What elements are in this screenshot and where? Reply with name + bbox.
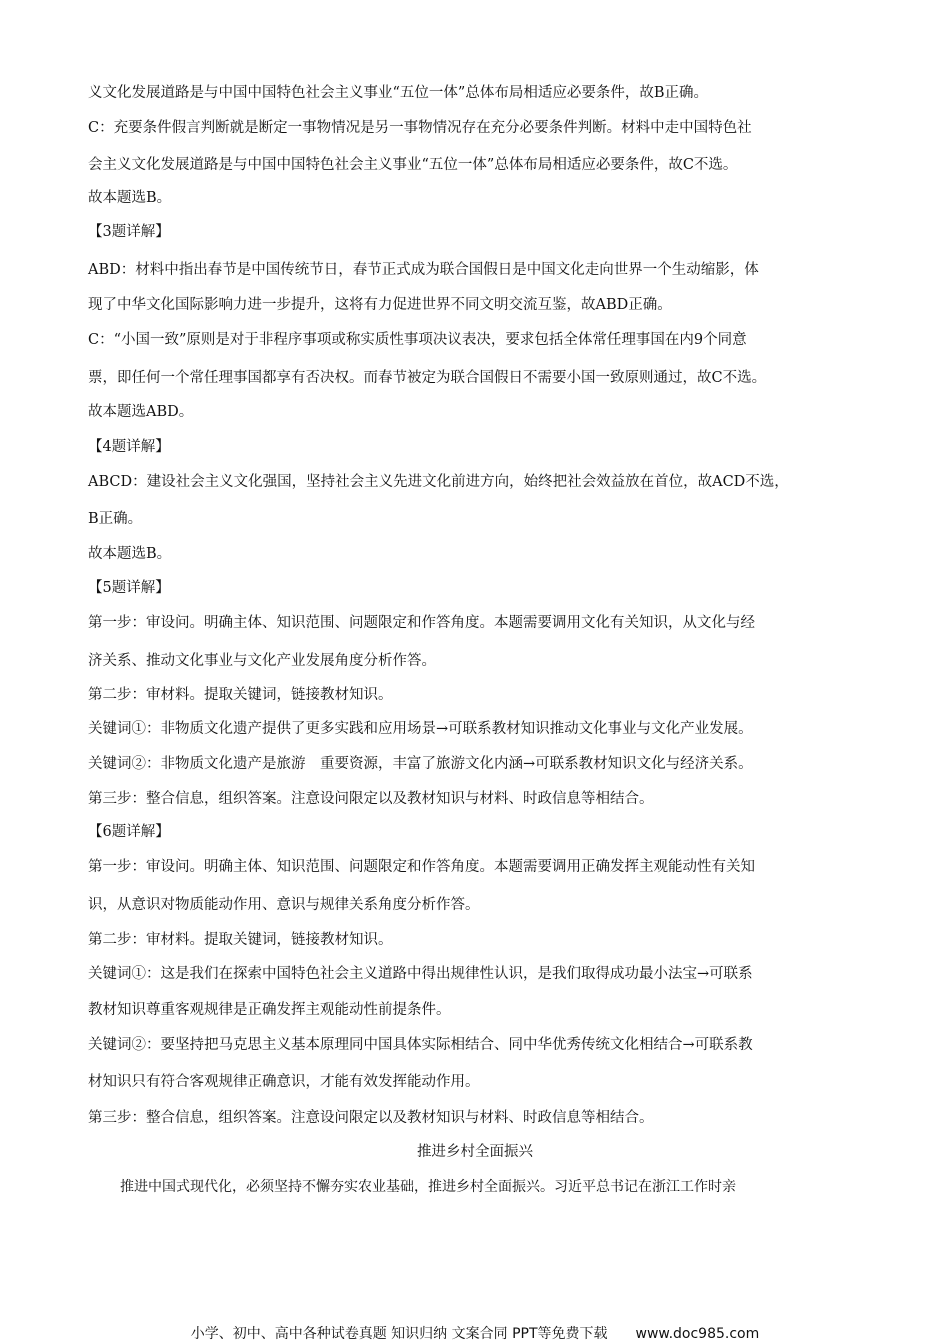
text-line: 故本题选B。 bbox=[88, 190, 172, 206]
text-line: B正确。 bbox=[88, 511, 143, 527]
section-heading: 【5题详解】 bbox=[88, 580, 170, 596]
text-line: 关键词②：要坚持把马克思主义基本原理同中国具体实际相结合、同中华优秀传统文化相结合→可联系教 bbox=[88, 1037, 753, 1053]
text-line: 济关系、推动文化事业与文化产业发展角度分析作答。 bbox=[88, 653, 436, 669]
text-line: 会主义文化发展道路是与中国中国特色社会主义事业“五位一体”总体布局相适应必要条件，故C不选。 bbox=[88, 157, 738, 173]
section-title: 推进乡村全面振兴 bbox=[417, 1144, 533, 1160]
text-line: 第三步：整合信息，组织答案。注意设问限定以及教材知识与材料、时政信息等相结合。 bbox=[88, 1110, 654, 1126]
text-line: ABD：材料中指出春节是中国传统节日，春节正式成为联合国假日是中国文化走向世界一个生动缩影，体 bbox=[88, 262, 759, 278]
intro-line: 推进中国式现代化，必须坚持不懈夯实农业基础，推进乡村全面振兴。习近平总书记在浙江工作时亲 bbox=[120, 1179, 736, 1195]
text-line: 票，即任何一个常任理事国都享有否决权。而春节被定为联合国假日不需要小国一致原则通过，故C不选。 bbox=[88, 370, 767, 386]
text-line: ABCD：建设社会主义文化强国，坚持社会主义先进文化前进方向，始终把社会效益放在首位，故ACD不选， bbox=[88, 474, 789, 490]
text-line: 关键词②：非物质文化遗产是旅游 重要资源，丰富了旅游文化内涵→可联系教材知识文化与经济关系。 bbox=[88, 756, 753, 772]
text-line: 义文化发展道路是与中国中国特色社会主义事业“五位一体”总体布局相适应必要条件，故B正确。 bbox=[88, 85, 708, 101]
text-line: C：“小国一致”原则是对于非程序事项或称实质性事项决议表决，要求包括全体常任理事国在内9个同意 bbox=[88, 332, 747, 348]
text-line: 故本题选ABD。 bbox=[88, 404, 194, 420]
text-line: 第一步：审设问。明确主体、知识范围、问题限定和作答角度。本题需要调用文化有关知识，从文化与经 bbox=[88, 615, 755, 631]
text-line: 第三步：整合信息，组织答案。注意设问限定以及教材知识与材料、时政信息等相结合。 bbox=[88, 791, 654, 807]
text-line: 第一步：审设问。明确主体、知识范围、问题限定和作答角度。本题需要调用正确发挥主观能动性有关知 bbox=[88, 859, 755, 875]
text-line: 第二步：审材料。提取关键词，链接教材知识。 bbox=[88, 687, 393, 703]
text-line: 材知识只有符合客观规律正确意识，才能有效发挥能动作用。 bbox=[88, 1074, 480, 1090]
text-line: 现了中华文化国际影响力进一步提升，这将有力促进世界不同文明交流互鉴，故ABD正确。 bbox=[88, 297, 672, 313]
text-line: 关键词①：非物质文化遗产提供了更多实践和应用场景→可联系教材知识推动文化事业与文化产业发展。 bbox=[88, 721, 753, 737]
section-heading: 【4题详解】 bbox=[88, 439, 170, 455]
page-footer: 小学、初中、高中各种试卷真题 知识归纳 文案合同 PPT等免费下载 www.doc985.com bbox=[190, 1326, 760, 1342]
section-heading: 【6题详解】 bbox=[88, 824, 170, 840]
text-line: 故本题选B。 bbox=[88, 546, 172, 562]
text-line: 关键词①：这是我们在探索中国特色社会主义道路中得出规律性认识，是我们取得成功最小法宝→可联系 bbox=[88, 966, 753, 982]
text-line: 识，从意识对物质能动作用、意识与规律关系角度分析作答。 bbox=[88, 897, 480, 913]
text-line: C：充要条件假言判断就是断定一事物情况是另一事物情况存在充分必要条件判断。材料中走中国特色社 bbox=[88, 120, 752, 136]
section-heading: 【3题详解】 bbox=[88, 224, 170, 240]
text-line: 教材知识尊重客观规律是正确发挥主观能动性前提条件。 bbox=[88, 1002, 451, 1018]
text-line: 第二步：审材料。提取关键词，链接教材知识。 bbox=[88, 932, 393, 948]
